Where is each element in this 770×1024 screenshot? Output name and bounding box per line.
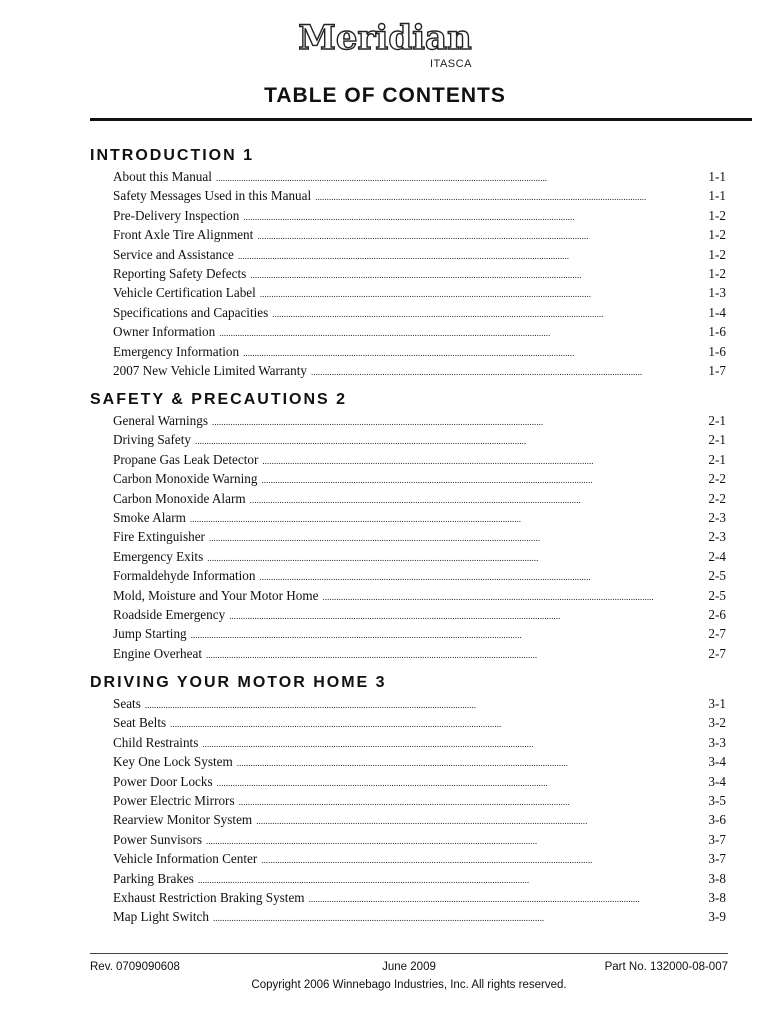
page-footer xyxy=(90,961,728,993)
toc-entry-page: 3-4 xyxy=(708,773,726,789)
dot-leader xyxy=(259,566,706,587)
toc-entry-title: Specifications and Capacities xyxy=(113,304,269,320)
toc-section xyxy=(90,389,726,663)
dot-leader xyxy=(212,411,706,432)
toc-entry[interactable] xyxy=(90,869,726,888)
dot-leader xyxy=(250,264,706,285)
toc-entry-page: 2-2 xyxy=(708,471,726,487)
dot-leader xyxy=(206,830,706,851)
toc-entry-page: 2-1 xyxy=(708,432,726,448)
toc-entry-title: Pre-Delivery Inspection xyxy=(113,207,240,223)
toc-entry-title: Emergency Exits xyxy=(113,548,204,564)
toc-entry-title: Mold, Moisture and Your Motor Home xyxy=(113,587,319,603)
dot-leader xyxy=(260,283,707,304)
toc-entry-page: 3-8 xyxy=(708,889,726,905)
dot-leader xyxy=(309,888,707,909)
toc-entry[interactable] xyxy=(90,489,726,508)
toc-entry[interactable] xyxy=(90,303,726,322)
section-heading: INTRODUCTION 1 xyxy=(90,147,254,164)
toc-entry-page: 1-2 xyxy=(708,246,726,262)
toc-entry-title: Propane Gas Leak Detector xyxy=(113,451,259,467)
toc-entry-title: Emergency Information xyxy=(113,343,240,359)
toc-entry[interactable] xyxy=(90,167,726,186)
toc-entry[interactable] xyxy=(90,225,726,244)
toc-entry-title: Carbon Monoxide Alarm xyxy=(113,490,246,506)
toc-entry-title: Formaldehyde Information xyxy=(113,568,256,584)
toc-entry[interactable] xyxy=(90,527,726,546)
toc-entry-title: 2007 New Vehicle Limited Warranty xyxy=(113,362,308,378)
toc-entry-page: 1-2 xyxy=(708,265,726,281)
toc-entry-title: Safety Messages Used in this Manual xyxy=(113,188,312,204)
toc-section xyxy=(90,672,726,927)
toc-entry-title: Seat Belts xyxy=(113,715,167,731)
dot-leader xyxy=(202,733,706,754)
toc-entry-page: 3-9 xyxy=(708,909,726,925)
toc-entry-page: 1-3 xyxy=(708,285,726,301)
toc-entry[interactable] xyxy=(90,547,726,566)
toc-entry[interactable] xyxy=(90,772,726,791)
toc-entry-page: 3-3 xyxy=(708,734,726,750)
toc-entry-page: 2-3 xyxy=(708,509,726,525)
page-title: TABLE OF CONTENTS xyxy=(264,84,506,107)
dot-leader xyxy=(323,586,707,607)
toc-entry[interactable] xyxy=(90,245,726,264)
brand-logo xyxy=(0,18,770,70)
toc-entry-title: Parking Brakes xyxy=(113,870,194,886)
toc-entry-page: 3-1 xyxy=(708,696,726,711)
toc-entry-title: Driving Safety xyxy=(113,432,192,448)
toc-entry[interactable] xyxy=(90,430,726,449)
dot-leader xyxy=(170,713,706,734)
toc-entry[interactable] xyxy=(90,361,726,380)
dot-leader xyxy=(207,547,706,568)
toc-entry-title: Seats xyxy=(113,696,141,711)
toc-entry-title: Carbon Monoxide Warning xyxy=(113,471,258,487)
toc-entry-title: Fire Extinguisher xyxy=(113,529,205,545)
toc-entry[interactable] xyxy=(90,566,726,585)
toc-entry[interactable] xyxy=(90,264,726,283)
toc-entry[interactable] xyxy=(90,508,726,527)
toc-entry-title: Map Light Switch xyxy=(113,909,209,925)
dot-leader xyxy=(239,791,707,812)
dot-leader xyxy=(261,849,706,870)
dot-leader xyxy=(198,869,706,890)
toc-entry-title: About this Manual xyxy=(113,169,212,184)
toc-entry-title: Reporting Safety Defects xyxy=(113,265,247,281)
logo-subtitle: ITASCA xyxy=(430,58,472,70)
toc-entry[interactable] xyxy=(90,810,726,829)
dot-leader xyxy=(209,527,706,548)
toc-entry-title: Smoke Alarm xyxy=(113,509,186,525)
toc-section xyxy=(90,145,726,380)
dot-leader xyxy=(229,605,706,626)
toc-entry-title: Power Electric Mirrors xyxy=(113,792,235,808)
dot-leader xyxy=(191,624,707,645)
toc-entry-title: Engine Overheat xyxy=(113,645,202,661)
section-heading: DRIVING YOUR MOTOR HOME 3 xyxy=(90,674,387,691)
toc-entry-title: Child Restraints xyxy=(113,734,199,750)
dot-leader xyxy=(243,342,706,363)
dot-leader xyxy=(272,303,706,324)
dot-leader xyxy=(216,167,707,188)
dot-leader xyxy=(190,508,707,529)
toc-entry-title: Service and Assistance xyxy=(113,246,234,262)
toc-entry-page: 1-1 xyxy=(708,169,726,184)
toc-entry-page: 1-2 xyxy=(708,227,726,243)
toc-entry[interactable] xyxy=(90,644,726,663)
toc-entry[interactable] xyxy=(90,469,726,488)
toc-entry-page: 2-4 xyxy=(708,548,726,564)
toc-entry-page: 3-7 xyxy=(708,831,726,847)
toc-entry-title: Roadside Emergency xyxy=(113,606,226,622)
toc-entry[interactable] xyxy=(90,586,726,605)
title-divider xyxy=(90,118,752,121)
toc-entry-title: Jump Starting xyxy=(113,626,187,642)
toc-entry[interactable] xyxy=(90,411,726,430)
toc-entry-page: 2-7 xyxy=(708,645,726,661)
toc-entry-page: 1-1 xyxy=(708,188,726,204)
toc-entry-page: 1-6 xyxy=(708,324,726,340)
toc-entry[interactable] xyxy=(90,907,726,926)
toc-entry[interactable] xyxy=(90,283,726,302)
toc-entry-page: 2-1 xyxy=(708,413,726,428)
toc-entry[interactable] xyxy=(90,752,726,771)
toc-entry-page: 3-4 xyxy=(708,754,726,770)
toc-entry-title: Power Sunvisors xyxy=(113,831,203,847)
footer-revision: Rev. 0709090608 xyxy=(90,961,180,973)
toc-entry-title: Rearview Monitor System xyxy=(113,812,253,828)
toc-entry[interactable] xyxy=(90,791,726,810)
toc-entry[interactable] xyxy=(90,733,726,752)
toc-entry[interactable] xyxy=(90,322,726,341)
toc-entry-page: 3-6 xyxy=(708,812,726,828)
toc-entry[interactable] xyxy=(90,830,726,849)
toc-entry[interactable] xyxy=(90,624,726,643)
dot-leader xyxy=(213,907,706,928)
toc-entry-page: 2-7 xyxy=(708,626,726,642)
dot-leader xyxy=(256,810,706,831)
toc-entry-title: Vehicle Certification Label xyxy=(113,285,256,301)
toc-entry-title: General Warnings xyxy=(113,413,209,428)
dot-leader xyxy=(237,752,707,773)
section-heading: SAFETY & PRECAUTIONS 2 xyxy=(90,391,348,408)
dot-leader xyxy=(315,186,706,207)
dot-leader xyxy=(195,430,706,451)
toc-entry-page: 1-4 xyxy=(708,304,726,320)
footer-copyright: Copyright 2006 Winnebago Industries, Inc. All rights reserved. xyxy=(251,979,567,991)
dot-leader xyxy=(261,469,706,490)
toc-entry[interactable] xyxy=(90,694,726,713)
toc-entry[interactable] xyxy=(90,206,726,225)
footer-date: June 2009 xyxy=(382,961,436,973)
toc-entry[interactable] xyxy=(90,605,726,624)
toc-entry[interactable] xyxy=(90,342,726,361)
dot-leader xyxy=(257,225,706,246)
toc-entry-title: Key One Lock System xyxy=(113,754,233,770)
toc-entry[interactable] xyxy=(90,888,726,907)
toc-entry-page: 1-6 xyxy=(708,343,726,359)
dot-leader xyxy=(243,206,706,227)
toc-entry-page: 2-5 xyxy=(708,587,726,603)
dot-leader xyxy=(145,694,707,715)
dot-leader xyxy=(238,245,707,266)
dot-leader xyxy=(311,361,706,382)
toc-entry-page: 2-2 xyxy=(708,490,726,506)
dot-leader xyxy=(206,644,706,665)
footer-part-number: Part No. 132000-08-007 xyxy=(604,961,728,973)
toc-entry-page: 2-1 xyxy=(708,451,726,467)
toc-entry-title: Front Axle Tire Alignment xyxy=(113,227,254,243)
toc-entry-page: 3-8 xyxy=(708,870,726,886)
toc-entry-page: 2-3 xyxy=(708,529,726,545)
toc-entry-page: 2-5 xyxy=(708,568,726,584)
logo-wordmark: Meridian xyxy=(298,18,472,58)
toc-entry-title: Exhaust Restriction Braking System xyxy=(113,889,305,905)
toc-entry-page: 3-2 xyxy=(708,715,726,731)
dot-leader xyxy=(262,450,706,471)
toc-entry-page: 3-5 xyxy=(708,792,726,808)
toc-entry-title: Owner Information xyxy=(113,324,216,340)
toc-entry-page: 3-7 xyxy=(708,851,726,867)
dot-leader xyxy=(250,489,707,510)
toc-entry-page: 2-6 xyxy=(708,606,726,622)
toc-entry[interactable] xyxy=(90,186,726,205)
toc-entry-page: 1-7 xyxy=(708,362,726,378)
dot-leader xyxy=(219,322,706,343)
toc-entry[interactable] xyxy=(90,849,726,868)
toc-entry[interactable] xyxy=(90,713,726,732)
toc-entry[interactable] xyxy=(90,450,726,469)
toc-entry-title: Power Door Locks xyxy=(113,773,213,789)
dot-leader xyxy=(217,772,707,793)
footer-divider xyxy=(90,953,728,954)
toc-entry-title: Vehicle Information Center xyxy=(113,851,258,867)
toc-entry-page: 1-2 xyxy=(708,207,726,223)
